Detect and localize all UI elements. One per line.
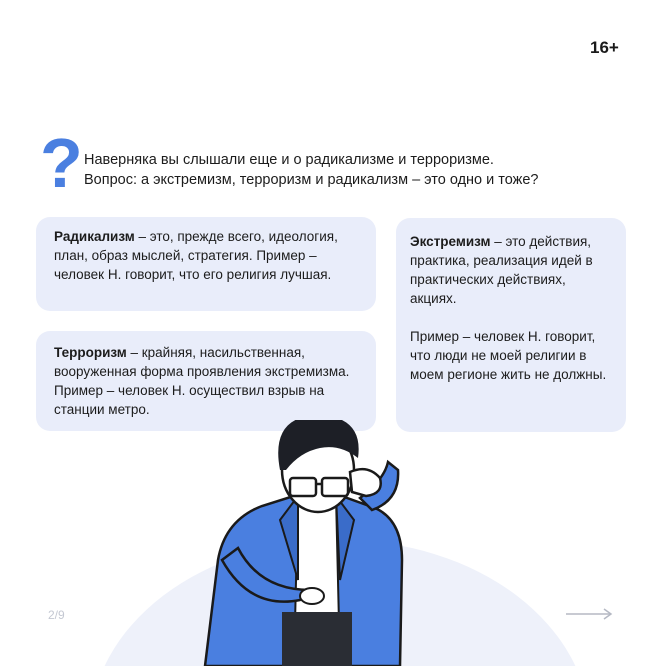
card-radicalism-text: – это, прежде всего, идеология, план, образ мыслей, стратегия. Пример – человек Н. говорит, что его религия лучшая. bbox=[54, 229, 338, 282]
intro-line-1: Наверняка вы слышали еще и о радикализме и терроризме. bbox=[84, 152, 494, 168]
pants bbox=[282, 612, 352, 666]
card-extremism-definition bbox=[410, 232, 612, 308]
arrow-right-icon[interactable] bbox=[566, 608, 614, 620]
card-extremism bbox=[396, 218, 626, 432]
intro-line-2: Вопрос: а экстремизм, терроризм и радикализм – это одно и тоже? bbox=[84, 172, 539, 188]
card-terrorism bbox=[36, 331, 376, 431]
card-terrorism-term: Терроризм bbox=[54, 345, 127, 360]
card-extremism-text: – это действия, практика, реализация идей в практических действиях, акциях. bbox=[410, 234, 593, 306]
intro-text bbox=[84, 150, 644, 190]
question-mark-icon: ? bbox=[40, 124, 83, 202]
thinking-man-illustration bbox=[0, 420, 666, 666]
card-radicalism-term: Радикализм bbox=[54, 229, 135, 244]
card-extremism-term: Экстремизм bbox=[410, 234, 491, 249]
page-number: 2/9 bbox=[48, 608, 65, 622]
card-extremism-example: Пример – человек Н. говорит, что люди не моей религии в моем регионе жить не должны. bbox=[410, 329, 607, 382]
card-radicalism bbox=[36, 217, 376, 311]
age-rating-badge: 16+ bbox=[590, 38, 619, 57]
card-terrorism-text: – крайняя, насильственная, вооруженная форма проявления экстремизма. Пример – человек Н. осуществил взрыв на станции метро. bbox=[54, 345, 350, 417]
